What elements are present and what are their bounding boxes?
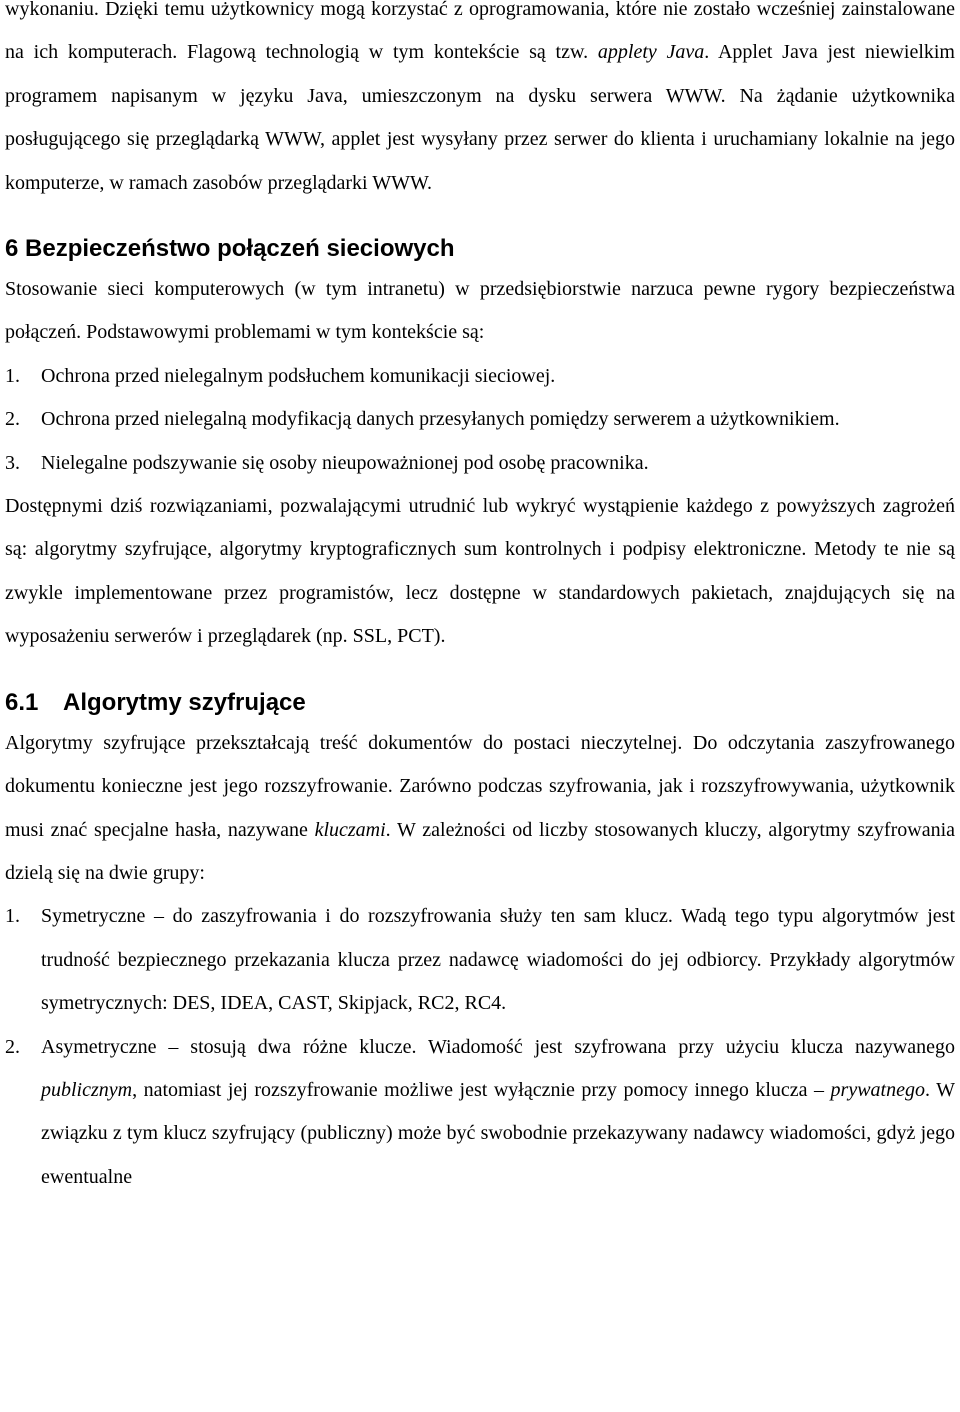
list-item [5, 1026, 955, 1200]
list-item-number: 1. [5, 905, 20, 928]
list-item-text-part: . W związku z tym klucz szyfrujący (publiczny) może być swobodnie przekazywany nadawcy wiadomości, gdyż jego ewentualne [41, 1078, 956, 1188]
intro-emphasis-applety: applety Java [597, 41, 705, 64]
intro-text-2: . Applet Java jest niewielkim programem napisanym w języku Java, umieszczonym na dysku serwera WWW. Na żądanie użytkownika posługującego się przeglądarką WWW, applet jest wysyłany przez serwer do klienta i uruchamiany lokalnie na jego komputerze, w ramach zasobów przeglądarki WWW. [5, 41, 955, 194]
list-item [5, 398, 955, 441]
section-6-1-number: 6.1 [5, 688, 39, 716]
list-item-text: Ochrona przed nielegalnym podsłuchem komunikacji sieciowej. [41, 364, 556, 387]
list-item-text-part: , natomiast jej rozszyfrowanie możliwe jest wyłącznie przy pomocy innego klucza – [132, 1078, 831, 1101]
section-6-number: 6 [5, 235, 19, 263]
list-item-number: 2. [5, 1035, 20, 1058]
list-item-text: Symetryczne – do zaszyfrowania i do rozszyfrowania służy ten sam klucz. Wadą tego typu algorytmów jest trudność bezpiecznego przekazania klucza przez nadawcę wiadomości do jej odbiorcy. Przykłady algorytmów symetrycznych: DES, IDEA, CAST, Skipjack, RC2, RC4. [41, 905, 955, 1015]
section-6-title: Bezpieczeństwo połączeń sieciowych [25, 235, 455, 263]
list-item-text-part: Asymetryczne – stosują dwa różne klucze. Wiadomość jest szyfrowana przy użyciu klucza nazywanego [41, 1035, 955, 1058]
section-6-paragraph-1: Stosowanie sieci komputerowych (w tym intranetu) w przedsiębiorstwie narzuca pewne rygory bezpieczeństwa połączeń. Podstawowymi problemami w tym kontekście są: [5, 278, 955, 344]
list-item [5, 442, 955, 485]
list-item-number: 3. [5, 451, 20, 474]
intro-text-1: wykonaniu. Dzięki temu użytkownicy mogą korzystać z oprogramowania, które nie zostało wcześniej zainstalowane na ich komputerach. Flagową technologią w tym kontekście są tzw. [5, 0, 955, 64]
list-item [5, 895, 955, 1025]
list-item-text: Ochrona przed nielegalną modyfikacją danych przesyłanych pomiędzy serwerem a użytkownikiem. [41, 408, 840, 431]
s61-emphasis-kluczami: kluczami [314, 818, 386, 841]
s61-text-2: . W zależności od liczby stosowanych kluczy, algorytmy szyfrowania dzielą się na dwie grupy: [5, 818, 955, 884]
s61-text-1: Algorytmy szyfrujące przekształcają treść dokumentów do postaci nieczytelnej. Do odczytania zaszyfrowanego dokumentu konieczne jest jego rozszyfrowanie. Zarówno podczas szyfrowania, jak i rozszyfrowywania, użytkownik musi znać specjalne hasła, nazywane [5, 731, 955, 841]
list-item-text: Nielegalne podszywanie się osoby nieupoważnionej pod osobę pracownika. [41, 451, 649, 474]
emphasis-prywatnego: prywatnego [830, 1078, 925, 1101]
list-item-number: 1. [5, 364, 20, 387]
section-6-paragraph-2: Dostępnymi dziś rozwiązaniami, pozwalającymi utrudnić lub wykryć wystąpienie każdego z powyższych zagrożeń są: algorytmy szyfrujące, algorytmy kryptograficznych sum kontrolnych i podpisy elektroniczne. Metody te nie są zwykle implementowane przez programistów, lecz dostępne w standardowych pakietach, znajdujących się na wyposażeniu serwerów i przeglądarek (np. SSL, PCT). [5, 495, 955, 648]
list-item-text [41, 1026, 955, 1200]
section-6-1-paragraph-1 [5, 722, 955, 896]
section-6-1-title: Algorytmy szyfrujące [63, 688, 306, 716]
emphasis-publicznym: publicznym [41, 1078, 133, 1101]
document-page [5, 0, 955, 1199]
intro-paragraph [5, 0, 955, 205]
list-item [5, 355, 955, 398]
section-6-1-heading [5, 684, 955, 722]
list-item-number: 2. [5, 408, 20, 431]
section-6-heading [5, 230, 955, 268]
